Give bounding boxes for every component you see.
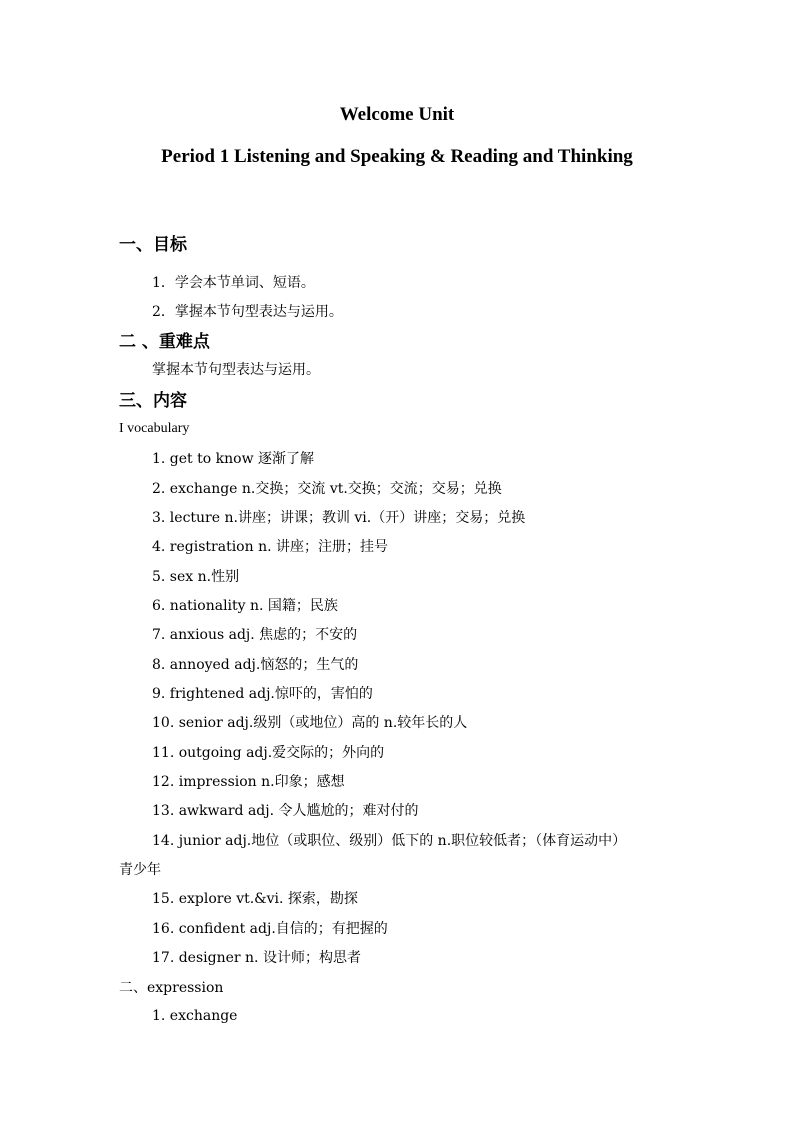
goal-item: 2．掌握本节句型表达与运用。 [152,304,343,320]
key-points-text: 掌握本节句型表达与运用。 [152,362,320,378]
goal-item: 1．学会本节单词、短语。 [152,275,315,291]
vocab-item: 8. annoyed adj.恼怒的；生气的 [152,657,359,673]
vocab-item-continuation: 青少年 [119,862,161,878]
vocab-item: 11. outgoing adj.爱交际的；外向的 [152,745,385,761]
vocab-item: 7. anxious adj. 焦虑的；不安的 [152,627,358,643]
content-heading: 三、内容 [119,391,187,411]
vocab-item: 9. frightened adj.惊吓的，害怕的 [152,686,373,702]
key-points-heading: 二 、重难点 [119,332,210,352]
goals-heading: 一、目标 [119,235,187,255]
vocab-item: 10. senior adj.级别（或地位）高的 n.较年长的人 [152,715,468,731]
vocab-item: 14. junior adj.地位（或职位、级别）低下的 n.职位较低者；（体育运动中） [152,833,627,849]
vocab-item: 4. registration n. 讲座；注册；挂号 [152,539,388,555]
document-subtitle: Period 1 Listening and Speaking & Reading and Thinking [161,146,633,167]
expression-item: 1. exchange [152,1008,238,1024]
vocab-item: 15. explore vt.&vi. 探索，勘探 [152,891,358,907]
vocab-item: 16. confident adj.自信的；有把握的 [152,921,388,937]
vocab-item: 12. impression n.印象；感想 [152,774,345,790]
vocab-heading: I vocabulary [119,421,190,436]
vocab-item: 5. sex n.性别 [152,569,240,585]
document-title: Welcome Unit [339,104,455,125]
vocab-item: 17. designer n. 设计师；构思者 [152,950,361,966]
vocab-item: 3. lecture n.讲座；讲课；教训 vi.（开）讲座；交易；兑换 [152,510,526,526]
expression-heading: 二、expression [119,980,224,996]
vocab-item: 6. nationality n. 国籍；民族 [152,598,338,614]
vocab-item: 1. get to know 逐渐了解 [152,451,314,467]
vocab-item: 13. awkward adj. 令人尴尬的；难对付的 [152,803,419,819]
vocab-item: 2. exchange n.交换；交流 vt.交换；交流；交易；兑换 [152,481,502,497]
